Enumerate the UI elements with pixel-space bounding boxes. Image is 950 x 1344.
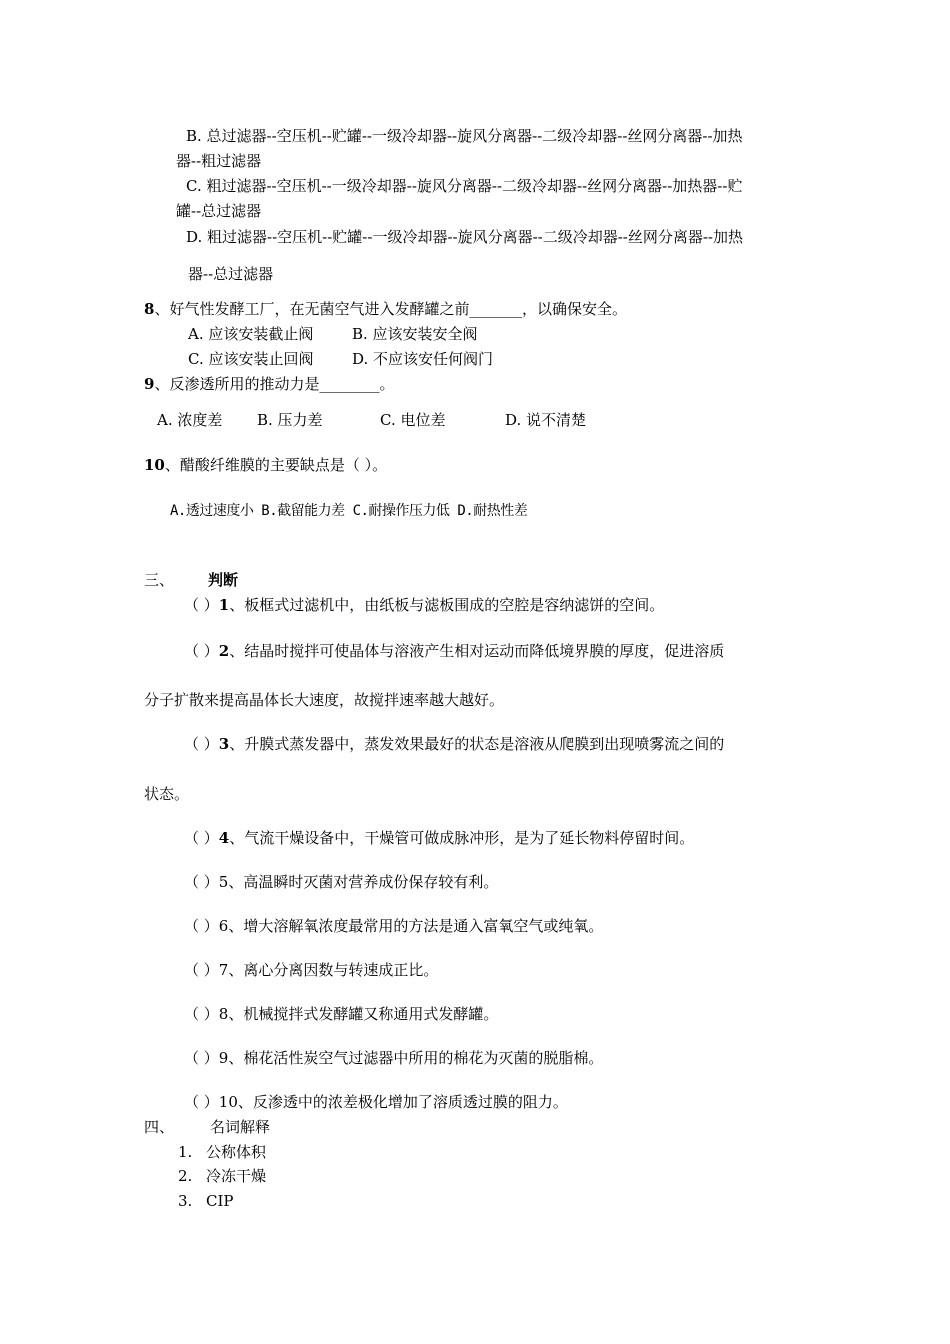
term-1: [178, 1142, 266, 1162]
item-number: 4: [218, 829, 230, 847]
q8-option-d: D. 不应该安任何阀门: [352, 350, 494, 368]
term-text: CIP: [206, 1192, 234, 1210]
q9-option-c: C. 电位差: [380, 411, 446, 429]
judge-item-2: [184, 641, 724, 661]
term-number: 3.: [178, 1192, 193, 1210]
judge-item-10: [184, 1092, 568, 1112]
term-text: 冷冻干燥: [206, 1167, 267, 1185]
judge-item-1: [184, 595, 664, 615]
answer-paren: （ ）: [184, 596, 219, 614]
section3-title: 判断: [208, 571, 239, 589]
judge-item-6: [184, 916, 603, 936]
item-text: 、结晶时搅拌可使晶体与溶液产生相对运动而降低境界膜的厚度，促进溶质: [229, 642, 725, 660]
answer-paren: （ ）: [184, 917, 219, 935]
q10-question: [144, 455, 387, 475]
answer-paren: （ ）: [184, 1093, 219, 1111]
q7-option-c-line2: 罐--总过滤器: [176, 202, 262, 220]
section4-number: 四、: [144, 1118, 175, 1136]
item-text: 、升膜式蒸发器中，蒸发效果最好的状态是溶液从爬膜到出现喷雾流之间的: [229, 735, 725, 753]
judge-item-3: [184, 734, 724, 754]
term-2: [178, 1166, 266, 1186]
section4-title: 名词解释: [210, 1118, 271, 1136]
item-text: 、板框式过滤机中，由纸板与滤板围成的空腔是容纳滤饼的空间。: [229, 596, 665, 614]
q7-option-b-line2: 器--粗过滤器: [176, 152, 262, 170]
term-number: 2.: [178, 1167, 193, 1185]
q8-text: 、好气性发酵工厂，在无菌空气进入发酵罐之前_______，以确保安全。: [154, 300, 627, 318]
judge-item-2-cont: 分子扩散来提高晶体长大速度，故搅拌速率越大越好。: [144, 691, 505, 709]
q9-number: 9: [144, 375, 155, 393]
q8-option-b: B. 应该安装安全阀: [352, 325, 478, 343]
q7-option-b-line1: B. 总过滤器--空压机--贮罐--一级冷却器--旋风分离器--二级冷却器--丝网分离器--加热: [186, 127, 743, 145]
item-text: 6、增大溶解氧浓度最常用的方法是通入富氧空气或纯氧。: [218, 917, 604, 935]
answer-paren: （ ）: [184, 1005, 219, 1023]
q8-option-c: C. 应该安装止回阀: [188, 350, 314, 368]
item-text: 10、反渗透中的浓差极化增加了溶质透过膜的阻力。: [218, 1093, 568, 1111]
term-number: 1.: [178, 1143, 193, 1161]
judge-item-9: [184, 1048, 603, 1068]
answer-paren: （ ）: [184, 961, 219, 979]
term-text: 公称体积: [206, 1143, 267, 1161]
q9-option-b: B. 压力差: [257, 411, 323, 429]
q9-question: [144, 374, 394, 394]
answer-paren: （ ）: [184, 735, 219, 753]
answer-paren: （ ）: [184, 873, 219, 891]
judge-item-5: [184, 872, 498, 892]
q9-option-a: A. 浓度差: [157, 411, 223, 429]
q10-options: A.透过速度小 B.截留能力差 C.耐操作压力低 D.耐热性差: [170, 503, 528, 519]
answer-paren: （ ）: [184, 829, 219, 847]
item-number: 3: [218, 735, 230, 753]
section4-heading: [144, 1117, 270, 1137]
q8-question: [144, 299, 627, 319]
q7-option-d-line2: 器--总过滤器: [188, 265, 274, 283]
q10-text: 、醋酸纤维膜的主要缺点是（ ）。: [164, 456, 388, 474]
item-text: 9、棉花活性炭空气过滤器中所用的棉花为灭菌的脱脂棉。: [218, 1049, 604, 1067]
q7-option-c-line1: C. 粗过滤器--空压机--一级冷却器--旋风分离器--二级冷却器--丝网分离器--加热器--贮: [186, 177, 743, 195]
item-text: 5、高温瞬时灭菌对营养成份保存较有利。: [218, 873, 499, 891]
item-text: 7、离心分离因数与转速成正比。: [218, 961, 439, 979]
item-text: 、气流干燥设备中，干燥管可做成脉冲形，是为了延长物料停留时间。: [229, 829, 695, 847]
item-text: 8、机械搅拌式发酵罐又称通用式发酵罐。: [218, 1005, 499, 1023]
judge-item-4: [184, 828, 694, 848]
q7-option-d-line1: D. 粗过滤器--空压机--贮罐--一级冷却器--旋风分离器--二级冷却器--丝网分离器--加热: [186, 228, 743, 246]
item-number: 2: [218, 642, 230, 660]
answer-paren: （ ）: [184, 1049, 219, 1067]
judge-item-7: [184, 960, 438, 980]
section3-heading: [144, 570, 238, 590]
q9-text: 、反渗透所用的推动力是________。: [154, 375, 395, 393]
q10-number: 10: [144, 456, 165, 474]
judge-item-3-cont: 状态。: [144, 785, 190, 803]
q9-option-d: D. 说不清楚: [505, 411, 587, 429]
q8-option-a: A. 应该安装截止阀: [188, 325, 314, 343]
answer-paren: （ ）: [184, 642, 219, 660]
judge-item-8: [184, 1004, 498, 1024]
item-number: 1: [218, 596, 230, 614]
term-3: [178, 1191, 234, 1211]
section3-number: 三、: [144, 571, 175, 589]
q8-number: 8: [144, 300, 155, 318]
